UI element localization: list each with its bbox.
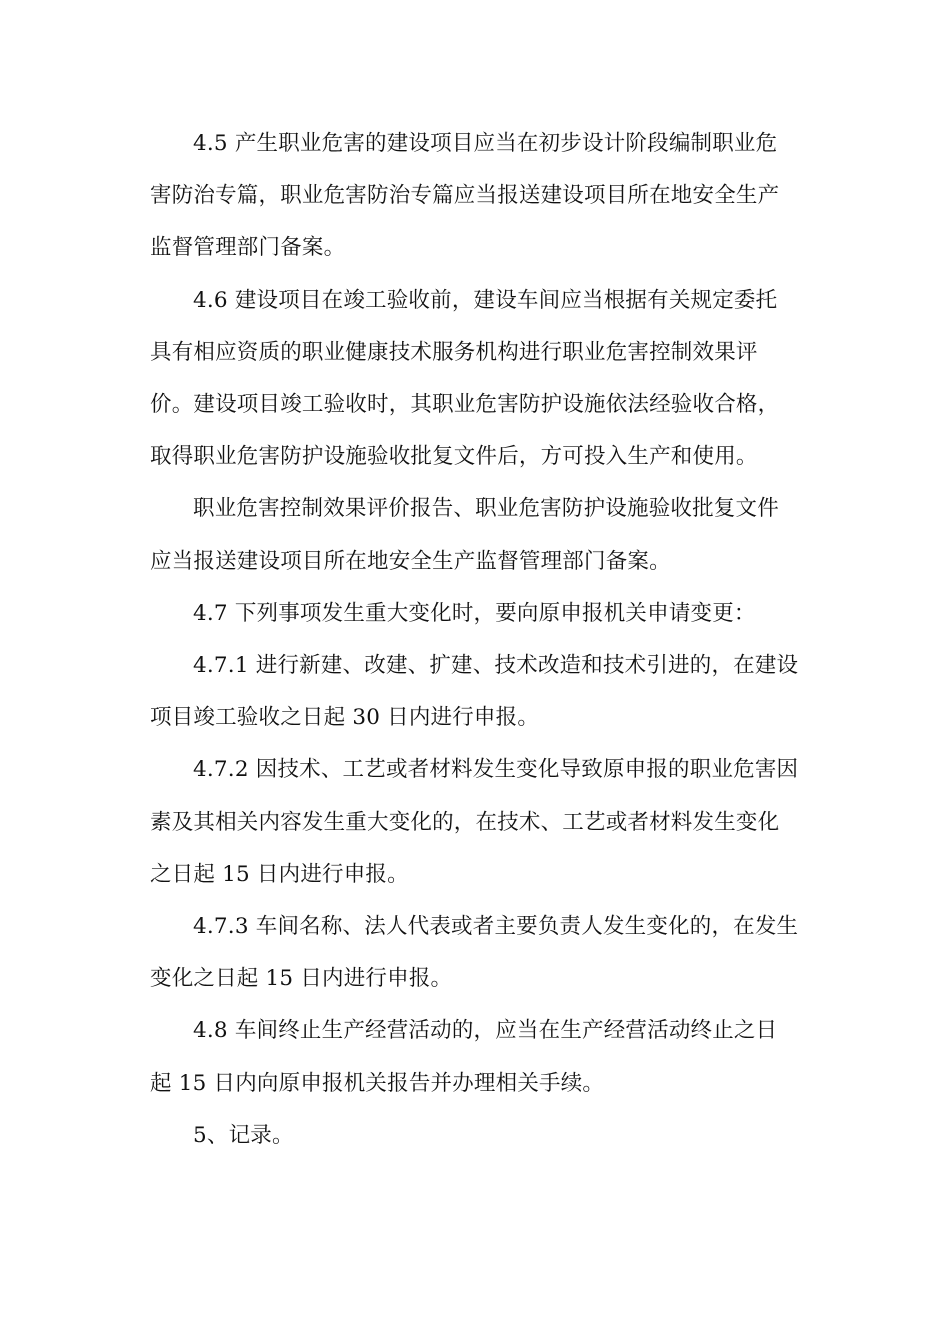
- paragraph-4-7-1: [150, 640, 802, 744]
- text-line: 4.7 下列事项发生重大变化时，要向原申报机关申请变更：: [193, 600, 756, 626]
- text-line: 职业危害控制效果评价报告、职业危害防护设施验收批复文件: [193, 496, 779, 522]
- text-line: 4.7.3 车间名称、法人代表或者主要负责人发生变化的，在发生: [193, 914, 799, 940]
- paragraph-4-6-reports: [150, 483, 802, 587]
- text-line: 之日起 15 日内进行申报。: [150, 861, 409, 887]
- paragraph-4-7-3: [150, 901, 802, 1005]
- paragraph-5-records: [150, 1110, 802, 1162]
- text-line: 素及其相关内容发生重大变化的，在技术、工艺或者材料发生变化: [150, 809, 780, 835]
- text-line: 变化之日起 15 日内进行申报。: [150, 966, 453, 992]
- text-line: 起 15 日内向原申报机关报告并办理相关手续。: [150, 1070, 605, 1096]
- text-line: 4.6 建设项目在竣工验收前，建设车间应当根据有关规定委托: [193, 287, 778, 313]
- text-line: 4.7.1 进行新建、改建、扩建、技术改造和技术引进的，在建设: [193, 653, 799, 679]
- text-line: 4.7.2 因技术、工艺或者材料发生变化导致原申报的职业危害因: [193, 757, 799, 783]
- text-line: 项目竣工验收之日起 30 日内进行申报。: [150, 705, 540, 731]
- paragraph-4-8: [150, 1005, 802, 1109]
- document-page: [150, 118, 802, 1162]
- text-line: 取得职业危害防护设施验收批复文件后，方可投入生产和使用。: [150, 444, 758, 470]
- text-line: 害防治专篇，职业危害防治专篇应当报送建设项目所在地安全生产: [150, 183, 780, 209]
- paragraph-4-7-2: [150, 744, 802, 901]
- text-line: 监督管理部门备案。: [150, 235, 346, 261]
- text-line: 4.8 车间终止生产经营活动的，应当在生产经营活动终止之日: [193, 1018, 778, 1044]
- text-line: 应当报送建设项目所在地安全生产监督管理部门备案。: [150, 548, 671, 574]
- text-line: 具有相应资质的职业健康技术服务机构进行职业危害控制效果评: [150, 339, 758, 365]
- paragraph-4-5: [150, 118, 802, 275]
- paragraph-4-6: [150, 275, 802, 484]
- paragraph-4-7: [150, 588, 802, 640]
- text-line: 价。建设项目竣工验收时，其职业危害防护设施依法经验收合格，: [150, 392, 780, 418]
- text-line: 5、记录。: [193, 1122, 294, 1148]
- text-line: 4.5 产生职业危害的建设项目应当在初步设计阶段编制职业危: [193, 131, 778, 156]
